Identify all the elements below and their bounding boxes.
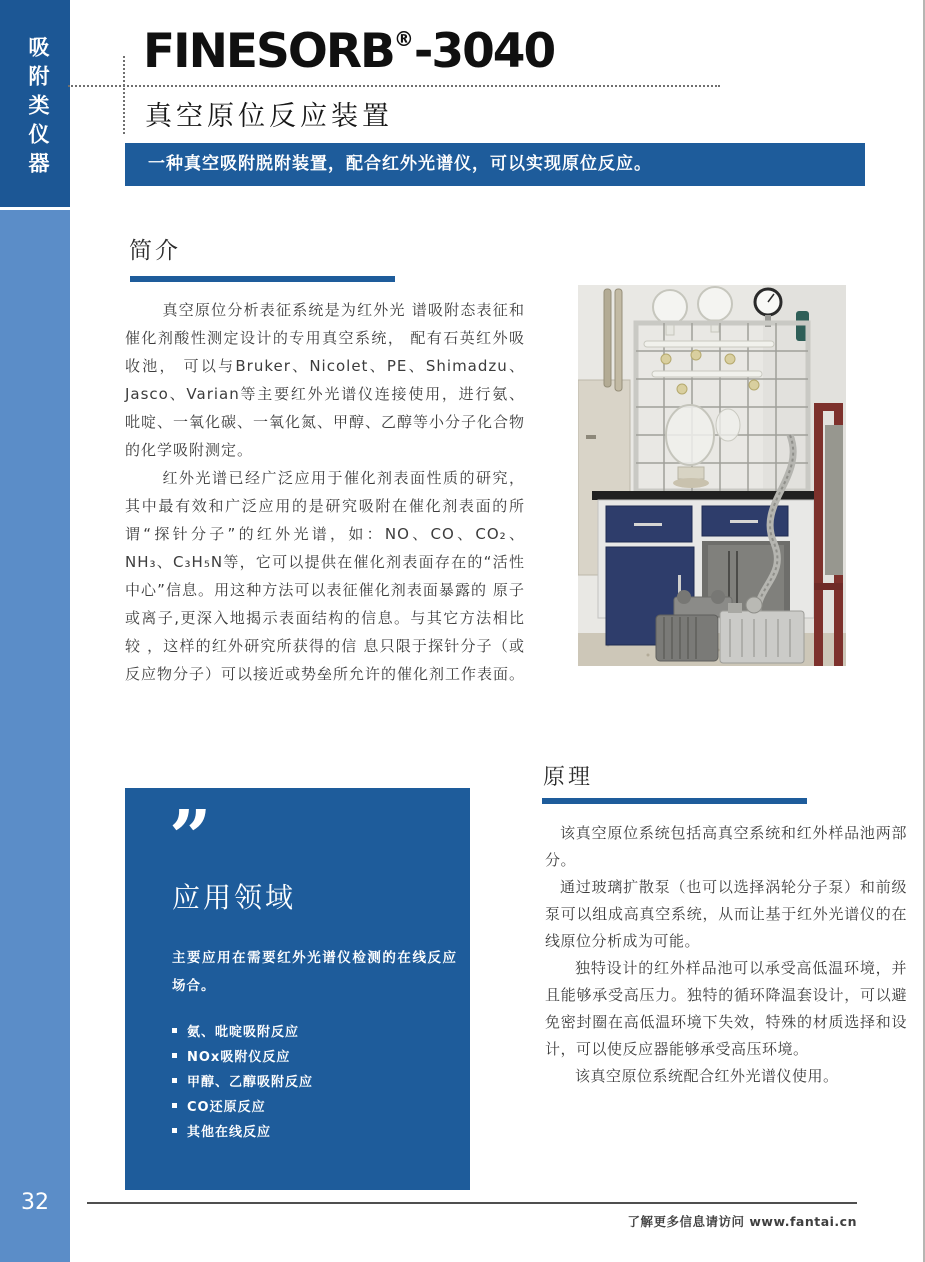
- sidebar-category-label: 吸附类仪器: [26, 36, 50, 181]
- registered-trademark-icon: ®: [393, 27, 414, 52]
- principle-paragraph: 独特设计的红外样品池可以承受高低温环境，并且能够承受高压力。独特的循环降温套设计，可以避免密封圈在高低温环境下失效，特殊的材质选择和设计，可以使反应器能够承受高压环境。: [545, 959, 907, 1058]
- bullet-square-icon: [172, 1103, 177, 1108]
- principle-heading: 原理: [543, 765, 594, 790]
- product-title: [143, 24, 554, 79]
- tagline-banner: 一种真空吸附脱附装置，配合红外光谱仪，可以实现原位反应。: [125, 143, 865, 186]
- principle-text-block: [545, 820, 907, 1090]
- list-item: [172, 1093, 313, 1118]
- bullet-square-icon: [172, 1053, 177, 1058]
- list-item-label: NOx吸附仪反应: [187, 1050, 291, 1065]
- applications-description: 主要应用在需要红外光谱仪检测的在线反应场合。: [172, 950, 457, 994]
- footer-divider: [87, 1202, 857, 1204]
- page-number: 32: [21, 1190, 49, 1215]
- intro-heading-underline: [130, 276, 395, 282]
- applications-heading: 应用领域: [172, 881, 297, 914]
- intro-heading: 简介: [129, 238, 181, 264]
- list-item-label: 氨、吡啶吸附反应: [187, 1025, 300, 1040]
- principle-heading-underline: [542, 798, 807, 804]
- intro-paragraph: 红外光谱已经广泛应用于催化剂表面性质的研究，其中最有效和广泛应用的是研究吸附在催化剂表面的所谓“探针分子”的红外光谱，如：NO、CO、CO₂、NH₃、C₃H₅N等，它可以提供在催化剂表面存在的“活性中心”信息。用这种方法可以表征催化剂表面暴露的 原子或离子,更深入地揭示表面结构的信息。与其它方法相比较 ，这样的红外研究所获得的信 息只限于探针分子（或反应物分子）可以接近或势垒所允许的催化剂工作表面。: [125, 469, 526, 683]
- applications-box: [125, 788, 470, 1190]
- principle-paragraph: 该真空原位系统配合红外光谱仪使用。: [575, 1067, 839, 1085]
- list-item: [172, 1068, 313, 1093]
- intro-paragraph: 真空原位分析表征系统是为红外光 谱吸附态表征和催化剂酸性测定设计的专用真空系统， 配有石英红外吸收池， 可以与Bruker、Nicolet、PE、Shimadzu、Jasco、Varian等主要红外光谱仪连接使用，进行氨、吡啶、一氧化碳、一氧化氮、甲醇、乙醇等小分子化合物的化学吸附测定。: [125, 301, 526, 459]
- list-item-label: CO还原反应: [187, 1100, 266, 1115]
- principle-paragraph: 通过玻璃扩散泵（也可以选择涡轮分子泵）和前级泵可以组成高真空系统，从而让基于红外光谱仪的在线原位分析成为可能。: [545, 878, 907, 950]
- product-subtitle: 真空原位反应装置: [145, 101, 393, 132]
- list-item: [172, 1043, 313, 1068]
- intro-text-block: [125, 296, 525, 688]
- quote-icon: ”: [169, 795, 212, 881]
- list-item-label: 甲醇、乙醇吸附反应: [187, 1075, 314, 1090]
- product-title-main: FINESORB: [143, 24, 394, 79]
- vertical-dotted-divider: [123, 56, 125, 134]
- sidebar-accent-band: [0, 210, 70, 1262]
- bullet-square-icon: [172, 1078, 177, 1083]
- footer-note: 了解更多信息请访问 www.fantai.cn: [627, 1214, 857, 1229]
- vacuum-apparatus-photo-illustration: [578, 285, 846, 666]
- list-item: [172, 1018, 313, 1043]
- list-item-label: 其他在线反应: [187, 1125, 272, 1140]
- bullet-square-icon: [172, 1028, 177, 1033]
- bullet-square-icon: [172, 1128, 177, 1133]
- principle-paragraph: 该真空原位系统包括高真空系统和红外样品池两部分。: [545, 824, 907, 869]
- product-title-model: -3040: [413, 24, 555, 79]
- product-photo: [578, 285, 846, 666]
- applications-list: [172, 1018, 313, 1143]
- list-item: [172, 1118, 313, 1143]
- horizontal-dotted-divider: [68, 85, 720, 87]
